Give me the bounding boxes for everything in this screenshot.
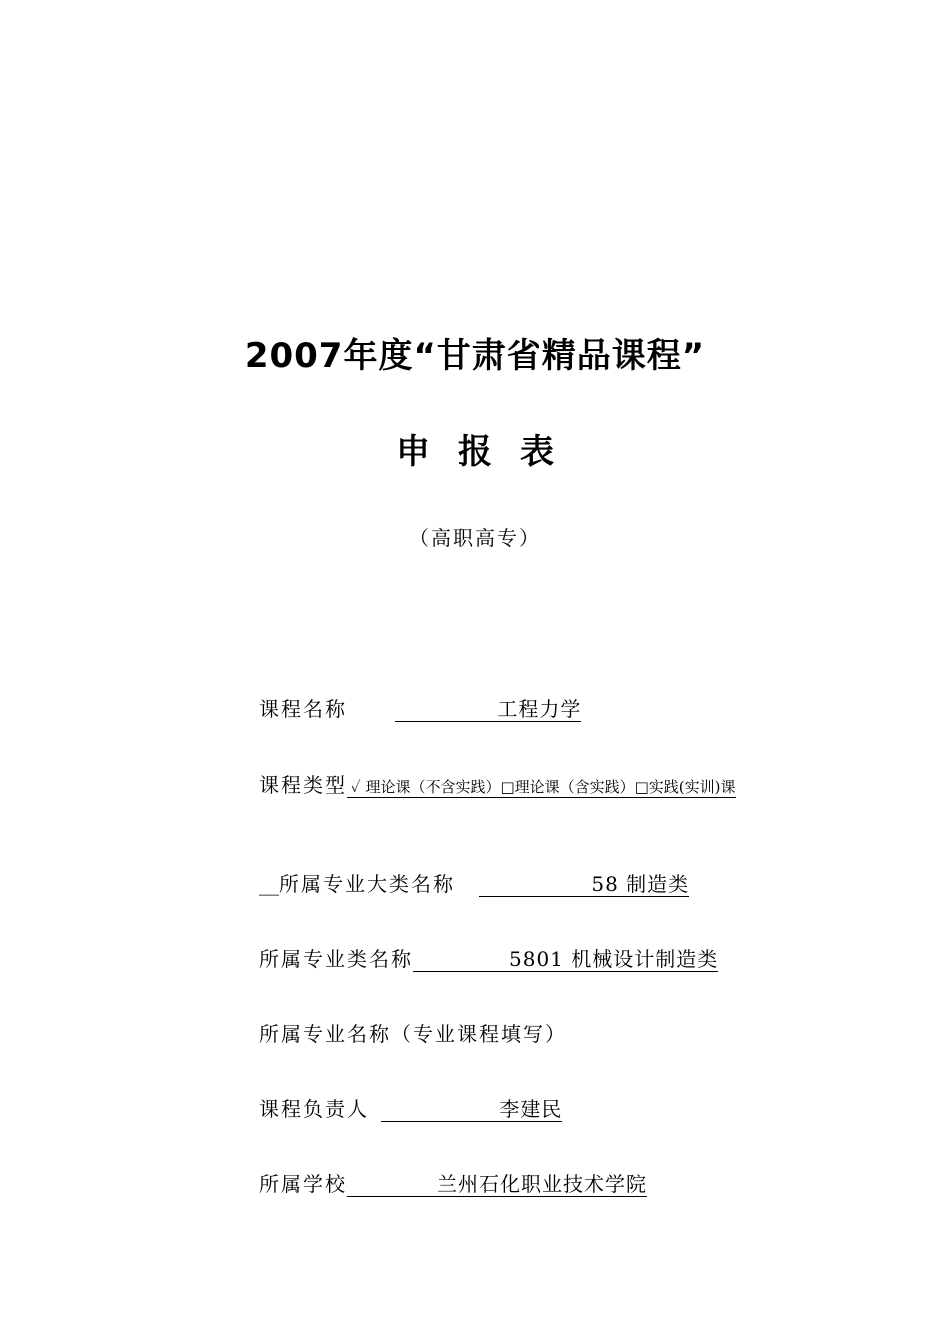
subtitle-char: 表 bbox=[520, 432, 554, 472]
school-value: 兰州石化职业技术学院 bbox=[347, 1172, 647, 1197]
course-type-value: ✓ 理论课（不含实践）□理论课（含实践）□实践(实训)课 bbox=[347, 777, 736, 798]
major-category-row bbox=[259, 870, 689, 898]
course-name-row bbox=[259, 695, 581, 723]
subtitle-char: 申 bbox=[396, 432, 430, 472]
form-subtitle bbox=[0, 424, 950, 473]
course-type-row bbox=[259, 771, 736, 801]
course-leader-label: 课程负责人 bbox=[259, 1097, 369, 1121]
major-class-label: 所属专业类名称 bbox=[259, 947, 413, 971]
major-category-value: 58 制造类 bbox=[479, 872, 689, 897]
school-label: 所属学校 bbox=[259, 1172, 347, 1196]
school-row bbox=[259, 1170, 647, 1198]
course-name-value: 工程力学 bbox=[395, 697, 581, 722]
form-title: 2007年度“甘肃省精品课程” bbox=[244, 336, 706, 376]
major-name-row bbox=[259, 1020, 567, 1048]
major-category-prefix: __ bbox=[259, 872, 279, 896]
course-type-label: 课程类型 bbox=[259, 773, 347, 797]
major-class-row bbox=[259, 945, 718, 973]
form-category-note: （高职高专） bbox=[409, 526, 541, 550]
subtitle-char: 报 bbox=[458, 432, 492, 472]
major-category-label: 所属专业大类名称 bbox=[279, 872, 455, 896]
major-class-value: 5801 机械设计制造类 bbox=[413, 947, 718, 972]
course-leader-row bbox=[259, 1095, 562, 1123]
course-leader-value: 李建民 bbox=[381, 1097, 562, 1122]
course-name-label: 课程名称 bbox=[259, 697, 347, 721]
major-name-label: 所属专业名称（专业课程填写） bbox=[259, 1022, 567, 1046]
